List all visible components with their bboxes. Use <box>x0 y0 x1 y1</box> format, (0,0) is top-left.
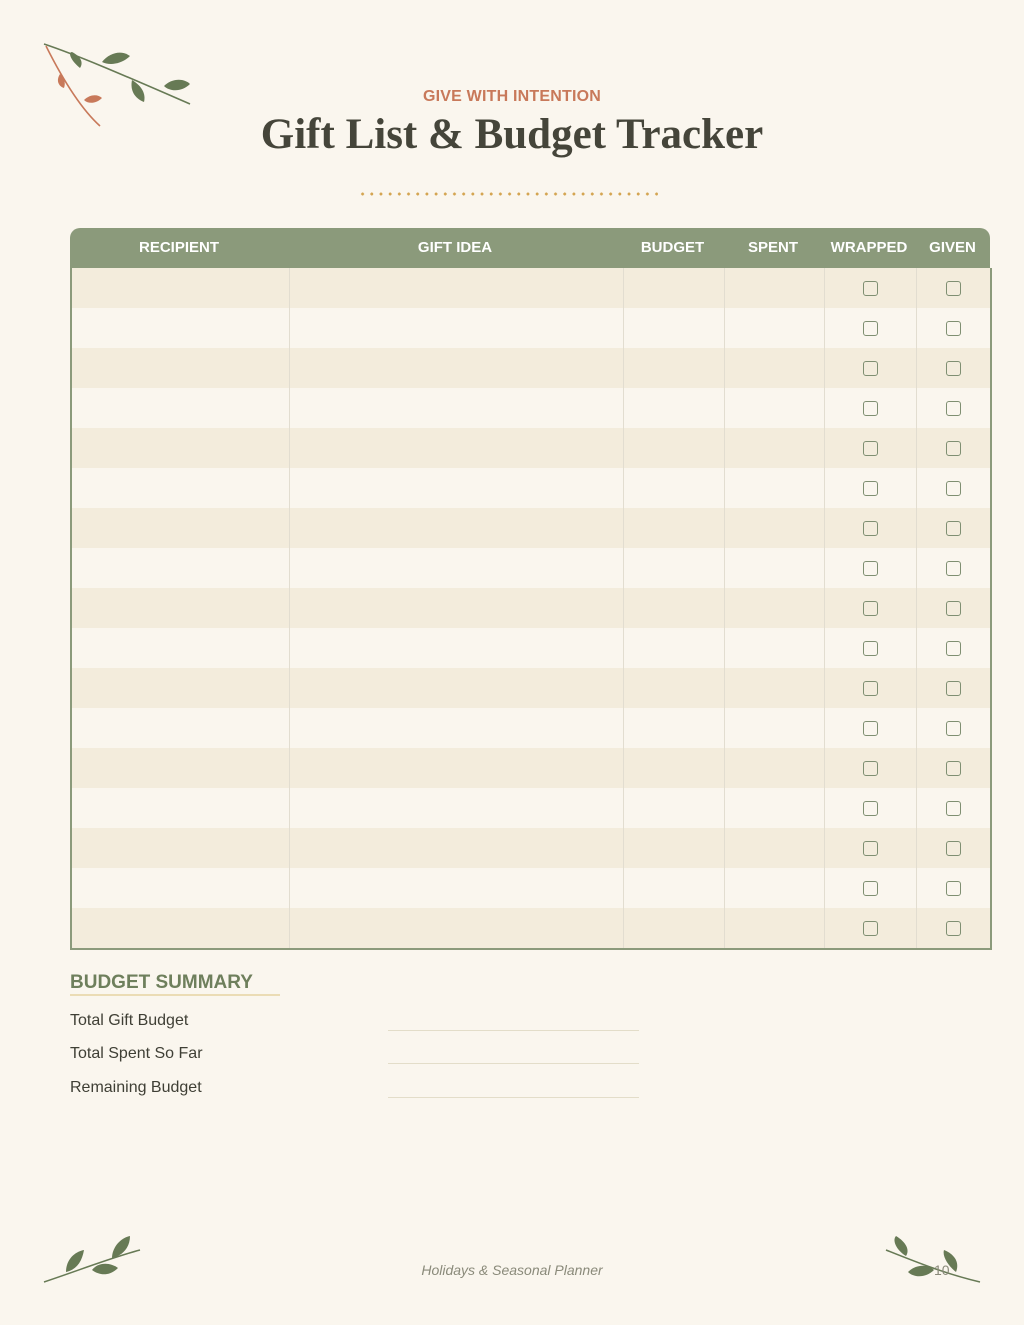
column-divider <box>916 268 917 948</box>
table-row <box>72 308 990 348</box>
footer-text: Holidays & Seasonal Planner <box>421 1262 603 1278</box>
wrapped-checkbox[interactable] <box>863 641 878 656</box>
given-checkbox[interactable] <box>946 561 961 576</box>
given-checkbox[interactable] <box>946 761 961 776</box>
table-row <box>72 268 990 308</box>
given-checkbox[interactable] <box>946 921 961 936</box>
wrapped-checkbox[interactable] <box>863 921 878 936</box>
leaf-branch-icon <box>40 1230 145 1288</box>
given-checkbox[interactable] <box>946 401 961 416</box>
wrapped-checkbox[interactable] <box>863 801 878 816</box>
column-divider <box>824 268 825 948</box>
given-checkbox[interactable] <box>946 361 961 376</box>
table-row <box>72 588 990 628</box>
page-subtitle: GIVE WITH INTENTION <box>422 88 602 105</box>
budget-summary-title: BUDGET SUMMARY <box>70 972 253 993</box>
wrapped-checkbox[interactable] <box>863 321 878 336</box>
table-row <box>72 828 990 868</box>
wrapped-checkbox[interactable] <box>863 721 878 736</box>
wrapped-checkbox[interactable] <box>863 481 878 496</box>
table-row <box>72 468 990 508</box>
column-divider <box>724 268 725 948</box>
wrapped-checkbox[interactable] <box>863 881 878 896</box>
column-divider <box>623 268 624 948</box>
column-header-wrapped: WRAPPED <box>830 239 908 256</box>
wrapped-checkbox[interactable] <box>863 281 878 296</box>
wrapped-checkbox[interactable] <box>863 401 878 416</box>
wrapped-checkbox[interactable] <box>863 681 878 696</box>
table-header <box>70 228 990 268</box>
summary-label-total-budget: Total Gift Budget <box>70 1012 189 1029</box>
wrapped-checkbox[interactable] <box>863 361 878 376</box>
table-row <box>72 348 990 388</box>
column-header-budget: BUDGET <box>640 239 705 256</box>
table-row <box>72 548 990 588</box>
page-title: Gift List & Budget Tracker <box>260 111 764 158</box>
gift-table <box>70 268 992 950</box>
table-row <box>72 668 990 708</box>
column-header-gift-idea: GIFT IDEA <box>417 239 493 256</box>
dotted-divider <box>358 192 658 196</box>
summary-label-remaining: Remaining Budget <box>70 1079 202 1096</box>
wrapped-checkbox[interactable] <box>863 561 878 576</box>
given-checkbox[interactable] <box>946 881 961 896</box>
table-row <box>72 508 990 548</box>
summary-label-total-spent: Total Spent So Far <box>70 1045 203 1062</box>
given-checkbox[interactable] <box>946 481 961 496</box>
table-row <box>72 748 990 788</box>
table-row <box>72 628 990 668</box>
given-checkbox[interactable] <box>946 721 961 736</box>
summary-input-line-total-budget[interactable] <box>388 1030 639 1031</box>
table-row <box>72 868 990 908</box>
table-row <box>72 388 990 428</box>
summary-title-underline <box>70 994 280 996</box>
page-number: 10 <box>934 1262 950 1278</box>
wrapped-checkbox[interactable] <box>863 441 878 456</box>
table-row <box>72 908 990 948</box>
column-header-spent: SPENT <box>747 239 798 256</box>
given-checkbox[interactable] <box>946 441 961 456</box>
leaf-branch-icon <box>882 1232 984 1288</box>
given-checkbox[interactable] <box>946 641 961 656</box>
summary-input-line-remaining[interactable] <box>388 1097 639 1098</box>
given-checkbox[interactable] <box>946 521 961 536</box>
given-checkbox[interactable] <box>946 601 961 616</box>
given-checkbox[interactable] <box>946 801 961 816</box>
wrapped-checkbox[interactable] <box>863 841 878 856</box>
wrapped-checkbox[interactable] <box>863 601 878 616</box>
wrapped-checkbox[interactable] <box>863 761 878 776</box>
table-row <box>72 788 990 828</box>
wrapped-checkbox[interactable] <box>863 521 878 536</box>
column-header-given: GIVEN <box>929 239 976 256</box>
given-checkbox[interactable] <box>946 321 961 336</box>
table-row <box>72 428 990 468</box>
given-checkbox[interactable] <box>946 281 961 296</box>
given-checkbox[interactable] <box>946 681 961 696</box>
column-header-recipient: RECIPIENT <box>138 239 219 256</box>
column-divider <box>289 268 290 948</box>
given-checkbox[interactable] <box>946 841 961 856</box>
summary-input-line-total-spent[interactable] <box>388 1063 639 1064</box>
table-row <box>72 708 990 748</box>
